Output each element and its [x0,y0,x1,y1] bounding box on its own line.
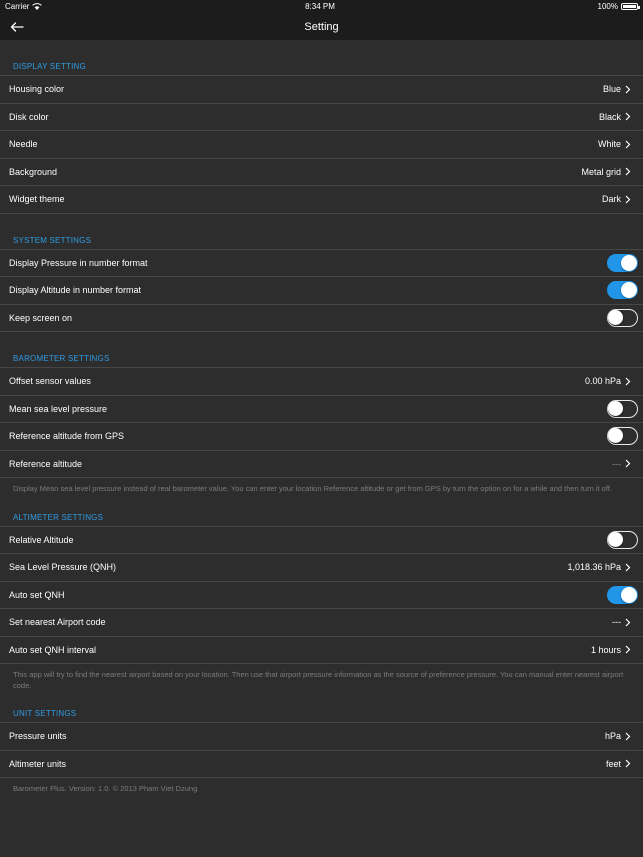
display-altitude-toggle[interactable] [607,281,638,299]
section-header-system: SYSTEM SETTINGS [13,235,92,245]
row-keep-screen-on [0,305,643,333]
chevron-right-icon [625,377,631,386]
carrier-label: Carrier [5,2,30,11]
row-value: 1,018.36 hPa [567,562,621,573]
row-reference-altitude[interactable] [0,451,643,479]
row-mean-sea-level [0,396,643,424]
row-label: Needle [9,139,38,150]
section-header-units: UNIT SETTINGS [13,709,77,718]
section-header-altimeter: ALTIMETER SETTINGS [13,512,104,522]
row-offset-sensor[interactable] [0,368,643,396]
back-button[interactable] [10,17,30,37]
mean-sea-level-toggle[interactable] [607,400,638,418]
page-title: Setting [304,20,339,33]
row-label: Offset sensor values [9,376,91,387]
row-housing-color[interactable] [0,76,643,104]
row-label: Mean sea level pressure [9,403,108,414]
unit-settings-group [0,722,643,778]
row-value: --- [612,458,621,469]
section-header-display: DISPLAY SETTING [13,62,86,71]
row-label: Widget theme [9,194,65,205]
row-nearest-airport[interactable] [0,609,643,637]
row-label: Relative Altitude [9,534,74,545]
display-settings-group [0,75,643,214]
chevron-right-icon [625,195,631,204]
barometer-note: Display Mean sea level pressure instead of real barometer value. You can enter your location Reference altitude or get from GPS by turn the option on for a while and then turn it off. [13,484,612,493]
row-display-pressure-number [0,250,643,278]
version-text: Barometer Plus. Version: 1.0. © 2013 Pham Viet Dzung [13,784,198,793]
row-value: Metal grid [581,166,621,177]
arrow-left-icon [10,22,24,32]
status-bar [0,0,643,13]
row-value: Blue [602,84,621,95]
row-needle[interactable] [0,131,643,159]
row-label: Altimeter units [9,758,67,769]
row-auto-qnh-interval[interactable] [0,637,643,665]
relative-altitude-toggle[interactable] [607,531,638,549]
row-label: Pressure units [9,731,67,742]
row-value: hPa [604,731,621,742]
keep-screen-on-toggle[interactable] [607,309,638,327]
chevron-right-icon [625,140,631,149]
row-display-altitude-number [0,277,643,305]
row-label: Set nearest Airport code [9,617,106,628]
row-auto-set-qnh [0,582,643,610]
row-label: Auto set QNH [9,589,65,600]
row-reference-altitude-gps [0,423,643,451]
row-label: Display Pressure in number format [9,257,148,268]
row-value: feet [605,758,621,769]
row-disk-color[interactable] [0,104,643,132]
row-label: Reference altitude [9,458,83,469]
chevron-right-icon [625,563,631,572]
wifi-icon [32,3,42,10]
section-header-barometer: BAROMETER SETTINGS [13,354,110,363]
chevron-right-icon [625,459,631,468]
row-label: Display Altitude in number format [9,285,142,296]
row-value: 0.00 hPa [584,376,621,387]
row-altimeter-units[interactable] [0,751,643,779]
altimeter-settings-group [0,526,643,665]
chevron-right-icon [625,85,631,94]
row-relative-altitude [0,527,643,555]
reference-altitude-gps-toggle[interactable] [607,427,638,445]
row-label: Disk color [9,111,49,122]
chevron-right-icon [625,618,631,627]
auto-set-qnh-toggle[interactable] [607,586,638,604]
row-value: --- [612,617,621,628]
row-value: Dark [601,194,621,205]
row-value: 1 hours [590,644,621,655]
row-label: Background [9,166,58,177]
row-label: Keep screen on [9,312,73,323]
row-widget-theme[interactable] [0,186,643,214]
status-time: 8:34 PM [305,2,335,11]
row-label: Housing color [9,84,65,95]
battery-icon [621,3,638,10]
nav-bar [0,13,643,40]
display-pressure-toggle[interactable] [607,254,638,272]
chevron-right-icon [625,112,631,121]
row-label: Auto set QNH interval [9,644,97,655]
row-value: Black [598,111,621,122]
row-pressure-units[interactable] [0,723,643,751]
barometer-settings-group [0,367,643,478]
battery-percent: 100% [597,2,618,11]
chevron-right-icon [625,645,631,654]
row-label: Reference altitude from GPS [9,431,125,442]
altimeter-note: This app will try to find the nearest airport based on your location. Then use that airport pressure information as the source of preference pressure. You can manual enter nearest airport code. [13,670,624,690]
chevron-right-icon [625,167,631,176]
system-settings-group [0,249,643,333]
chevron-right-icon [625,759,631,768]
chevron-right-icon [625,732,631,741]
row-sea-level-pressure-qnh[interactable] [0,554,643,582]
row-background[interactable] [0,159,643,187]
row-value: White [597,139,621,150]
row-label: Sea Level Pressure (QNH) [9,562,117,573]
